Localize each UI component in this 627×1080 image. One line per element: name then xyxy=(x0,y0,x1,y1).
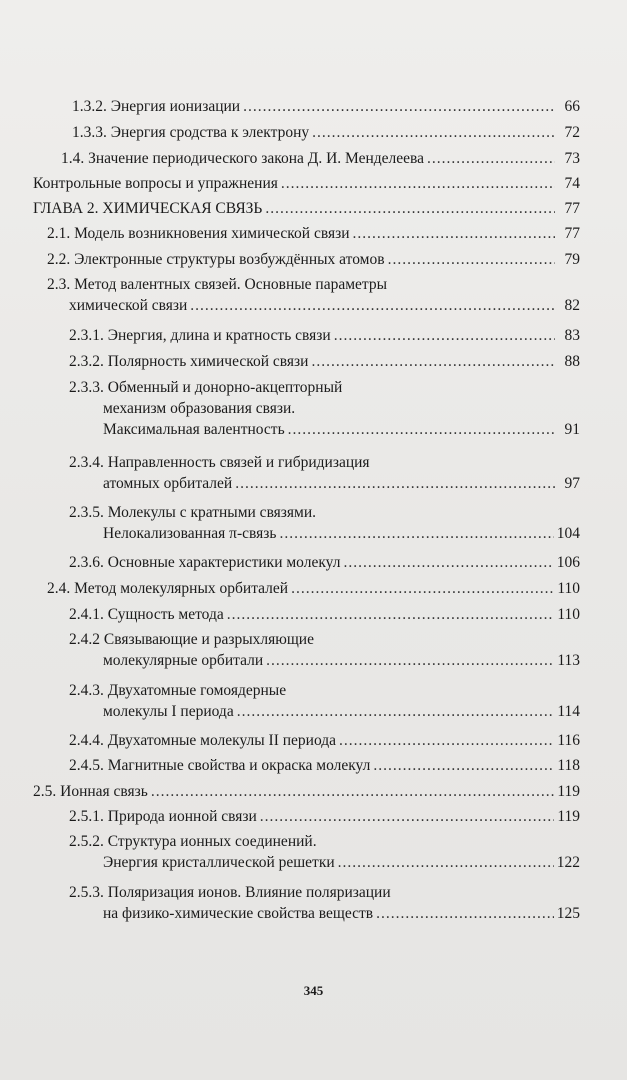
toc-entry-title: 1.3.3. Энергия сродства к электрону xyxy=(72,124,310,141)
toc-entry-title: 2.3.2. Полярность химической связи xyxy=(69,353,309,370)
dot-leader xyxy=(281,173,555,194)
toc-entry-title: 2.1. Модель возникновения химической связи xyxy=(47,225,350,242)
dot-leader xyxy=(334,325,555,346)
dot-leader xyxy=(190,295,555,316)
toc-page-number: 72 xyxy=(564,124,580,141)
toc-page-number: 114 xyxy=(557,703,580,720)
toc-page-number: 106 xyxy=(556,554,580,571)
dot-leader xyxy=(288,419,555,440)
toc-page-number: 122 xyxy=(556,854,580,871)
toc-entry xyxy=(24,377,580,440)
toc-entry-title: Контрольные вопросы и упражнения xyxy=(33,175,278,192)
toc-entry xyxy=(24,552,580,573)
toc-entry xyxy=(24,502,580,544)
toc-entry-title: 2.4.5. Магнитные свойства и окраска молекул xyxy=(69,757,371,774)
toc-entry-title: молекулярные орбитали xyxy=(103,652,264,669)
toc-entry-title: 2.4.2 Связывающие и разрыхляющие xyxy=(69,631,314,648)
toc-page-number: 74 xyxy=(564,175,580,192)
toc-entry xyxy=(24,148,580,169)
toc-page-number: 125 xyxy=(556,905,580,922)
toc-entry xyxy=(24,806,580,827)
dot-leader xyxy=(235,473,555,494)
toc-page-number: 88 xyxy=(564,353,580,370)
dot-leader xyxy=(343,552,553,573)
dot-leader xyxy=(311,351,555,372)
toc-entry xyxy=(24,781,580,802)
dot-leader xyxy=(312,122,555,143)
toc-entry xyxy=(24,452,580,494)
toc-entry xyxy=(24,680,580,722)
toc-entry xyxy=(24,629,580,671)
toc-entry-title: механизм образования связи. xyxy=(103,400,296,417)
toc-entry-title: Энергия кристаллической решетки xyxy=(103,854,335,871)
dot-leader xyxy=(237,701,555,722)
dot-leader xyxy=(339,730,554,751)
toc-page-number: 110 xyxy=(557,606,580,623)
dot-leader xyxy=(338,852,554,873)
dot-leader xyxy=(388,249,555,270)
toc-page-number: 116 xyxy=(557,732,580,749)
toc-entry xyxy=(24,351,580,372)
dot-leader xyxy=(427,148,555,169)
toc-entry xyxy=(24,755,580,776)
toc-entry xyxy=(24,730,580,751)
toc-entry-title: 2.3.3. Обменный и донорно-акцепторный xyxy=(69,379,343,396)
dot-leader xyxy=(353,223,555,244)
toc-entry xyxy=(24,274,580,316)
toc-entry xyxy=(24,198,580,219)
toc-entry xyxy=(24,223,580,244)
toc-entry-title: 2.3. Метод валентных связей. Основные параметры xyxy=(47,276,388,293)
toc-entry-title: 1.3.2. Энергия ионизации xyxy=(72,98,241,115)
toc-entry-title: Нелокализованная π-связь xyxy=(103,525,277,542)
toc-page-number: 97 xyxy=(564,475,580,492)
toc-entry-title: 1.4. Значение периодического закона Д. И. Менделеева xyxy=(61,150,425,167)
toc-entry xyxy=(24,325,580,346)
toc-entry xyxy=(24,604,580,625)
dot-leader xyxy=(243,96,555,117)
toc-entry-title: Максимальная валентность xyxy=(103,421,285,438)
toc-entry-title: 2.4.1. Сущность метода xyxy=(69,606,224,623)
toc-entry-title: 2.2. Электронные структуры возбуждённых атомов xyxy=(47,251,385,268)
toc-entry xyxy=(24,96,580,117)
toc-entry-title: атомных орбиталей xyxy=(103,475,233,492)
toc-entry xyxy=(24,249,580,270)
toc-page-number: 91 xyxy=(564,421,580,438)
dot-leader xyxy=(279,523,553,544)
dot-leader xyxy=(266,650,554,671)
toc-entry xyxy=(24,882,580,924)
toc-page-number: 104 xyxy=(556,525,580,542)
toc-entry-title: 2.4. Метод молекулярных орбиталей xyxy=(47,580,289,597)
toc-entry-title: 2.5.1. Природа ионной связи xyxy=(69,808,257,825)
toc-page-number: 83 xyxy=(564,327,580,344)
toc-entry xyxy=(24,578,580,599)
dot-leader xyxy=(151,781,554,802)
toc-page-number: 118 xyxy=(557,757,580,774)
toc-entry-title: на физико-химические свойства веществ xyxy=(103,905,374,922)
dot-leader xyxy=(260,806,555,827)
toc-entry-title: 2.3.6. Основные характеристики молекул xyxy=(69,554,341,571)
toc-page-number: 77 xyxy=(564,200,580,217)
toc-entry-title: 2.4.4. Двухатомные молекулы II периода xyxy=(69,732,337,749)
toc-entry-title: ГЛАВА 2. ХИМИЧЕСКАЯ СВЯЗЬ xyxy=(33,200,263,217)
toc-entry-title: 2.5.3. Поляризация ионов. Влияние поляризации xyxy=(69,884,391,901)
toc-page-number: 119 xyxy=(557,783,580,800)
toc-page-number: 82 xyxy=(564,297,580,314)
dot-leader xyxy=(291,578,554,599)
toc-page-number: 77 xyxy=(564,225,580,242)
toc-page-number: 66 xyxy=(564,98,580,115)
toc-entry-title: 2.3.4. Направленность связей и гибридизация xyxy=(69,454,370,471)
toc-entry-title: 2.5. Ионная связь xyxy=(33,783,148,800)
dot-leader xyxy=(227,604,555,625)
toc-entry-title: 2.3.1. Энергия, длина и кратность связи xyxy=(69,327,331,344)
toc-entry xyxy=(24,122,580,143)
toc-page-number: 113 xyxy=(557,652,580,669)
toc-entry xyxy=(24,831,580,873)
toc-entry-title: молекулы I периода xyxy=(103,703,234,720)
toc-entry-title: 2.4.3. Двухатомные гомоядерные xyxy=(69,682,287,699)
toc-entry-title: химической связи xyxy=(69,297,188,314)
toc-page-number: 110 xyxy=(557,580,580,597)
page-number: 345 xyxy=(303,983,324,998)
dot-leader xyxy=(265,198,555,219)
toc-entry-title: 2.5.2. Структура ионных соединений. xyxy=(69,833,317,850)
toc-page-number: 79 xyxy=(564,251,580,268)
toc-page-number: 119 xyxy=(557,808,580,825)
dot-leader xyxy=(373,755,554,776)
toc-entry-title: 2.3.5. Молекулы с кратными связями. xyxy=(69,504,317,521)
dot-leader xyxy=(376,903,554,924)
toc-entry xyxy=(24,173,580,194)
toc-page-number: 73 xyxy=(564,150,580,167)
